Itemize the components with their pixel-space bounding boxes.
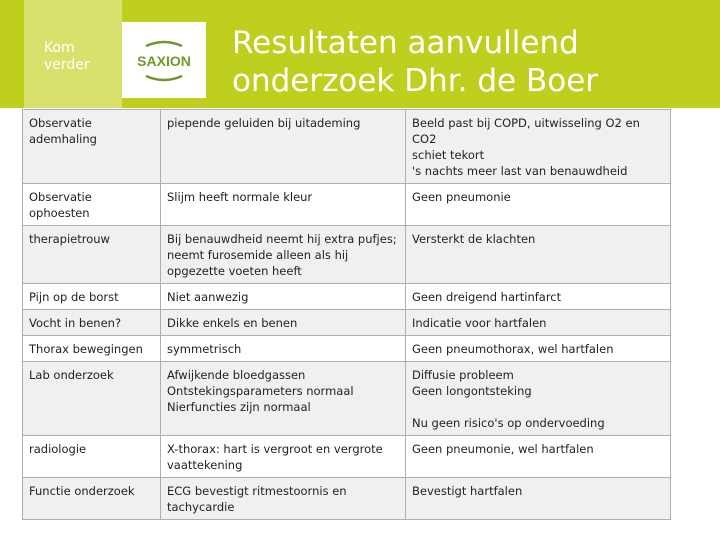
row-label-cell — [23, 362, 161, 436]
table-row — [23, 184, 671, 226]
page-title — [232, 24, 712, 100]
cell-line: ademhaling — [29, 132, 97, 146]
interpretation-cell — [406, 284, 671, 310]
cell-line: Beeld past bij COPD, uitwisseling O2 en CO2 — [412, 116, 640, 146]
cell-line: Geen pneumonie, wel hartfalen — [412, 442, 594, 456]
cell-line: Ontstekingsparameters normaal — [167, 384, 354, 398]
saxion-logo — [128, 40, 200, 82]
cell-line: symmetrisch — [167, 342, 242, 356]
interpretation-cell — [406, 362, 671, 436]
cell-line: Dikke enkels en benen — [167, 316, 298, 330]
cell-line: Functie onderzoek — [29, 484, 135, 498]
row-label-cell — [23, 310, 161, 336]
finding-cell — [161, 362, 406, 436]
interpretation-cell — [406, 310, 671, 336]
table-row — [23, 110, 671, 184]
cell-line: ophoesten — [29, 206, 90, 220]
cell-line: Afwijkende bloedgassen — [167, 368, 306, 382]
logo-line: verder — [44, 57, 90, 73]
cell-line: piepende geluiden bij uitademing — [167, 116, 361, 130]
row-label-cell — [23, 226, 161, 284]
table-row — [23, 226, 671, 284]
title-line: Resultaten aanvullend — [232, 25, 579, 61]
cell-line: X-thorax: hart is vergroot en vergrote — [167, 442, 383, 456]
row-label-cell — [23, 478, 161, 520]
row-label-cell — [23, 336, 161, 362]
title-line: onderzoek Dhr. de Boer — [232, 63, 599, 99]
table-row — [23, 478, 671, 520]
cell-line: ECG bevestigt ritmestoornis en — [167, 484, 347, 498]
interpretation-cell — [406, 226, 671, 284]
finding-cell — [161, 478, 406, 520]
finding-cell — [161, 110, 406, 184]
table-row — [23, 362, 671, 436]
finding-cell — [161, 226, 406, 284]
table-row — [23, 310, 671, 336]
row-label-cell — [23, 184, 161, 226]
cell-line: schiet tekort — [412, 148, 485, 162]
interpretation-cell — [406, 436, 671, 478]
table-row — [23, 436, 671, 478]
cell-line: Nierfuncties zijn normaal — [167, 400, 311, 414]
logo-line: Kom — [44, 40, 75, 56]
finding-cell — [161, 436, 406, 478]
cell-line: 's nachts meer last van benauwdheid — [412, 164, 628, 178]
finding-cell — [161, 310, 406, 336]
cell-line: Pijn op de borst — [29, 290, 119, 304]
cell-line: neemt furosemide alleen als hij — [167, 248, 349, 262]
cell-line: therapietrouw — [29, 232, 110, 246]
laurel-arc — [146, 76, 182, 80]
cell-line: Nu geen risico's op ondervoeding — [412, 416, 605, 430]
cell-line: radiologie — [29, 442, 87, 456]
cell-line: Geen longontsteking — [412, 384, 532, 398]
results-table — [22, 109, 671, 520]
cell-line: Observatie — [29, 116, 92, 130]
cell-line: Slijm heeft normale kleur — [167, 190, 313, 204]
cell-line: Vocht in benen? — [29, 316, 122, 330]
cell-line: Bij benauwdheid neemt hij extra pufjes; — [167, 232, 397, 246]
laurel-arc — [146, 42, 182, 46]
cell-line: Geen dreigend hartinfarct — [412, 290, 562, 304]
cell-line: Niet aanwezig — [167, 290, 249, 304]
cell-line: Geen pneumonie — [412, 190, 511, 204]
table-row — [23, 336, 671, 362]
row-label-cell — [23, 284, 161, 310]
finding-cell — [161, 336, 406, 362]
cell-line: Indicatie voor hartfalen — [412, 316, 547, 330]
cell-line: Versterkt de klachten — [412, 232, 536, 246]
kom-verder-logo — [44, 40, 90, 74]
cell-line: Thorax bewegingen — [29, 342, 143, 356]
interpretation-cell — [406, 336, 671, 362]
cell-line: vaattekening — [167, 458, 243, 472]
cell-line: tachycardie — [167, 500, 235, 514]
interpretation-cell — [406, 184, 671, 226]
cell-line: Diffusie probleem — [412, 368, 514, 382]
finding-cell — [161, 284, 406, 310]
cell-line: Geen pneumothorax, wel hartfalen — [412, 342, 614, 356]
interpretation-cell — [406, 110, 671, 184]
interpretation-cell — [406, 478, 671, 520]
cell-line: opgezette voeten heeft — [167, 264, 302, 278]
row-label-cell — [23, 436, 161, 478]
cell-line: Lab onderzoek — [29, 368, 114, 382]
row-label-cell — [23, 110, 161, 184]
table-row — [23, 284, 671, 310]
cell-line: Observatie — [29, 190, 92, 204]
cell-line: Bevestigt hartfalen — [412, 484, 523, 498]
brand-wordmark: SAXION — [137, 53, 191, 69]
cell-gap — [412, 399, 664, 415]
finding-cell — [161, 184, 406, 226]
